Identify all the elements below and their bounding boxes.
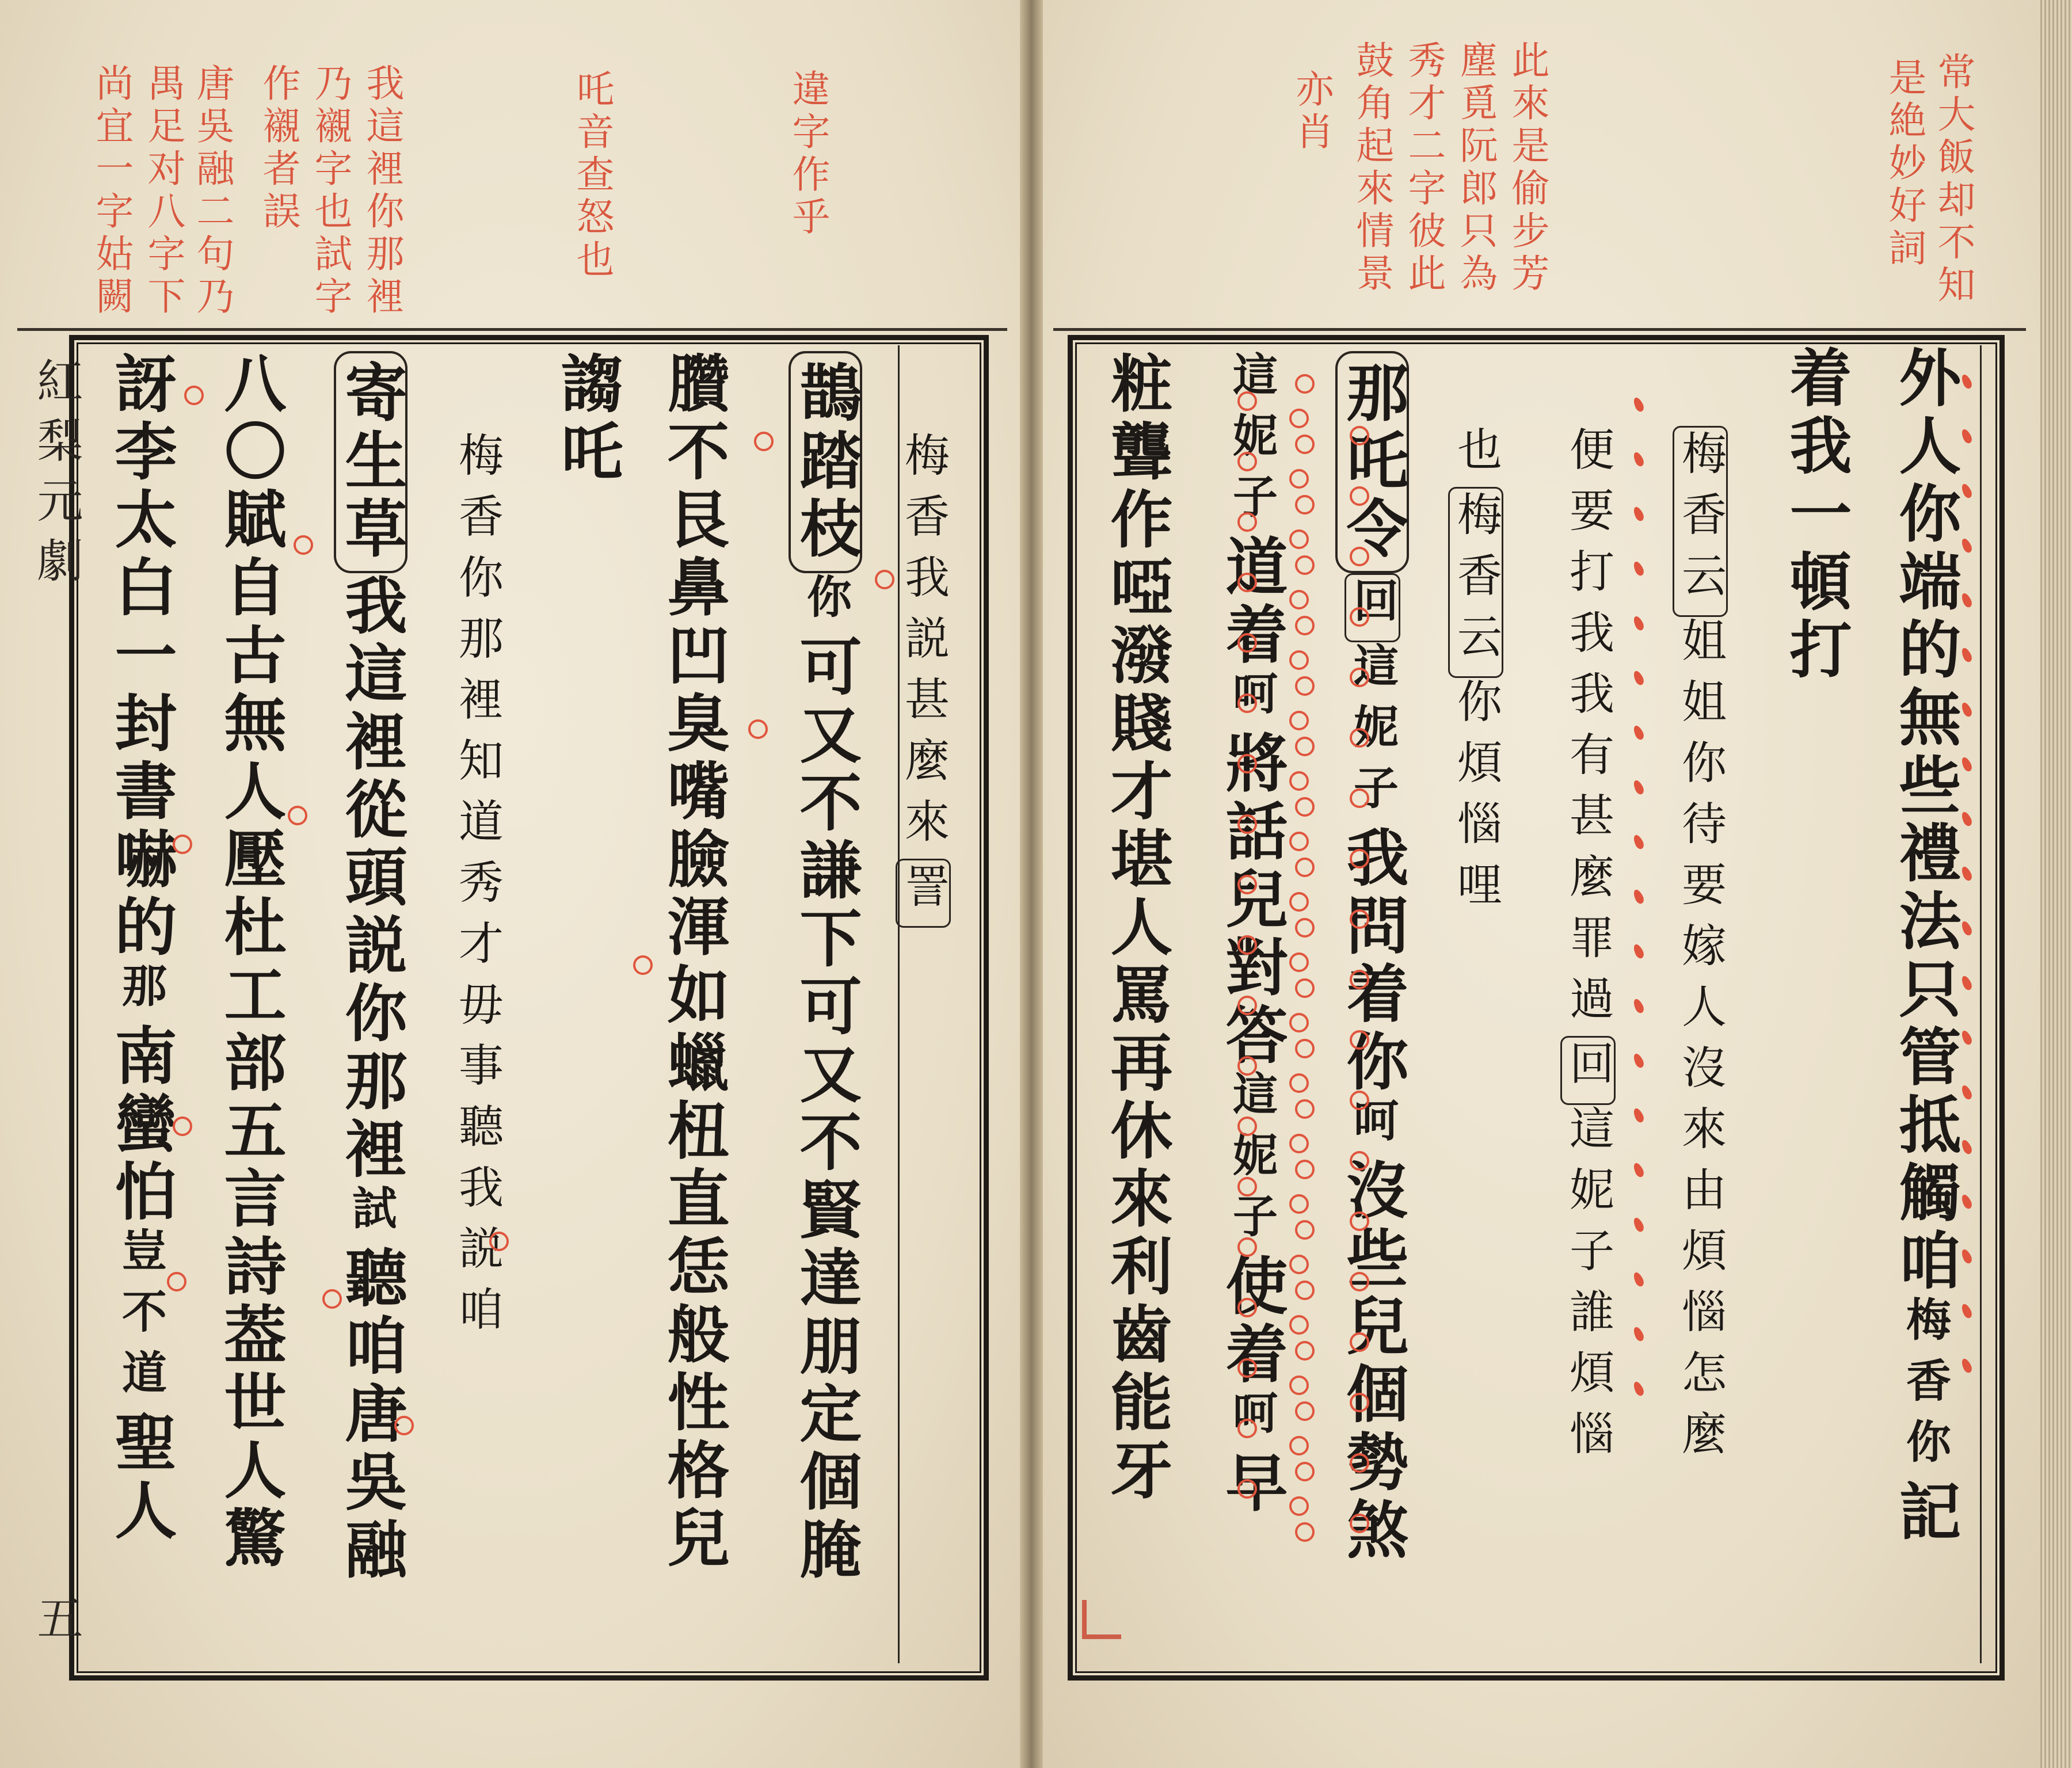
red-circle-mark <box>1237 1237 1257 1257</box>
red-circle-mark <box>1237 512 1257 532</box>
red-circle-mark <box>1295 1522 1315 1542</box>
red-circle-mark <box>633 955 653 975</box>
text-column: 訝李太白一封書嚇的那南蠻怕豈不道聖人 <box>104 351 177 1546</box>
red-circle-mark <box>1350 1514 1369 1533</box>
headnote: 尚宜一字姑闕 <box>89 63 134 319</box>
speaker-tag: 回 <box>1344 573 1400 642</box>
red-circle-mark <box>288 806 307 825</box>
red-circle-mark <box>1350 1030 1369 1050</box>
headnote: 鼓角起來情景 <box>1350 40 1394 296</box>
red-circle-mark <box>1237 1056 1257 1076</box>
headnote: 禺足对八字下 <box>141 63 185 319</box>
red-circle-mark <box>184 386 204 405</box>
red-circle-mark <box>1237 452 1257 471</box>
red-circle-mark <box>1237 391 1257 411</box>
red-circle-mark <box>173 1117 192 1136</box>
red-circle-mark <box>1350 1332 1369 1352</box>
headnote: 塵覓阮郎只為 <box>1453 40 1498 296</box>
red-circle-mark <box>748 719 768 739</box>
headnote: 乃襯字也試字 <box>308 63 352 319</box>
tune-label: 鵲踏枝 <box>789 351 862 573</box>
red-circle-mark <box>1295 676 1315 696</box>
text-column: 粧聾作啞潑賤才堪人罵再休來利齒能牙 <box>1100 351 1172 1506</box>
red-circle-mark <box>1295 797 1315 817</box>
red-circle-mark <box>1237 1117 1257 1136</box>
text-column: 着我一頓打 <box>1779 345 1852 685</box>
text-column: 外人你端的無些禮法只管抵觸咱梅香你記 <box>1888 345 1961 1547</box>
right-top-line <box>1053 328 2026 331</box>
red-circle-mark <box>294 535 313 555</box>
red-circle-mark <box>1237 996 1257 1015</box>
red-circle-mark <box>1289 1255 1309 1274</box>
red-circle-mark <box>1350 970 1369 989</box>
headnote: 違字作乎 <box>786 69 830 239</box>
red-circle-mark <box>1295 435 1315 454</box>
red-circle-mark <box>1237 1358 1257 1378</box>
red-circle-mark <box>1295 1220 1315 1240</box>
red-circle-mark <box>1350 1453 1369 1473</box>
red-circle-mark <box>1289 832 1309 851</box>
margin-title: 紅梨元劇 <box>29 357 83 596</box>
red-circle-mark <box>1295 978 1315 998</box>
red-circle-mark <box>1289 952 1309 972</box>
red-circle-mark <box>1295 918 1315 938</box>
red-circle-mark <box>1295 1401 1315 1421</box>
red-circle-mark <box>1350 486 1369 506</box>
text-column: 梅香云姐姐你待要嫁人沒來由煩惱怎麼 <box>1678 426 1723 1471</box>
red-circle-mark <box>1289 1194 1309 1214</box>
text-column: 寄生草我這裡從頭説你那裡試聽咱唐吳融 <box>334 351 407 1585</box>
red-circle-mark <box>394 1416 414 1435</box>
headnote: 是絶妙好詞 <box>1882 58 1926 270</box>
red-circle-mark <box>1289 409 1309 428</box>
red-circle-mark <box>754 432 774 451</box>
red-circle-mark <box>1237 573 1257 592</box>
red-circle-mark <box>1289 711 1309 730</box>
speaker-tag: 梅香云 <box>1448 487 1503 678</box>
red-circle-mark <box>1289 1496 1309 1516</box>
red-circle-mark <box>1295 1462 1315 1481</box>
red-circle-mark <box>1295 737 1315 756</box>
red-circle-mark <box>1295 495 1315 515</box>
text-column: 也梅香云你煩惱哩 <box>1453 426 1498 922</box>
headnote: 亦肖 <box>1289 69 1334 154</box>
red-circle-mark <box>1350 788 1369 808</box>
headnote: 唐吳融二句乃 <box>190 63 234 319</box>
red-circle-mark <box>1289 1013 1309 1032</box>
red-circle-mark <box>1295 1099 1315 1119</box>
text-column: 梅香我説甚麼來詈 <box>901 432 946 928</box>
red-circle-mark <box>1350 668 1369 687</box>
text-column: 梅香你那裡知道秀才毋事聽我説咱 <box>451 432 503 1347</box>
left-top-line <box>17 328 1007 331</box>
headnote: 常大飯却不知 <box>1931 52 1975 307</box>
red-circle-mark <box>875 570 894 589</box>
page-fore-edge <box>2040 0 2072 1768</box>
folio-number: 五 <box>29 1594 83 1654</box>
headnote: 此來是偷步芳 <box>1505 40 1549 296</box>
red-circle-mark <box>1237 694 1257 713</box>
headnote: 秀才二字彼此 <box>1401 40 1446 296</box>
red-circle-mark <box>1237 875 1257 894</box>
red-circle-mark <box>1350 1211 1369 1231</box>
speaker-tag: 詈 <box>896 859 951 928</box>
text-column: 那吒令回這妮子我問着你呵沒些兒個勢煞 <box>1335 351 1409 1565</box>
red-circle-mark <box>1289 771 1309 791</box>
tune-label: 那吒令 <box>1335 351 1409 573</box>
red-circle-mark <box>1295 858 1315 877</box>
text-column: 鵲踏枝你可又不謙下可又不賢達朋定個腌 <box>789 351 862 1585</box>
red-circle-mark <box>1237 1479 1257 1499</box>
red-circle-mark <box>1289 590 1309 609</box>
red-circle-mark <box>1289 650 1309 670</box>
red-circle-mark <box>1350 426 1369 445</box>
red-circle-mark <box>1295 374 1315 394</box>
book-gutter <box>1020 0 1043 1768</box>
red-circle-mark <box>1237 1419 1257 1438</box>
red-seal-mark <box>1082 1600 1121 1639</box>
red-circle-mark <box>1289 1436 1309 1455</box>
red-circle-mark <box>1289 1315 1309 1335</box>
red-circle-mark <box>1289 1134 1309 1153</box>
red-circle-mark <box>1350 547 1369 566</box>
red-circle-mark <box>1295 1160 1315 1179</box>
red-circle-mark <box>1350 1272 1369 1291</box>
text-column: 八〇賦自古無人壓杜工部五言詩葢世人驚 <box>214 351 286 1573</box>
text-column: 臢不艮鼻凹臭嘴臉渾如蠟杻直恁般性格兒 <box>657 351 729 1573</box>
red-circle-mark <box>1295 1281 1315 1300</box>
red-circle-mark <box>1350 728 1369 748</box>
speaker-tag: 回 <box>1560 1036 1616 1105</box>
red-circle-mark <box>1237 1177 1257 1197</box>
headnote: 吒音查怒也 <box>570 69 614 282</box>
text-column: 便要打我我有甚麼罪過回這妮子誰煩惱 <box>1566 426 1610 1471</box>
red-circle-mark <box>1237 633 1257 653</box>
red-circle-mark <box>1350 909 1369 929</box>
headnote: 我這裡你那裡 <box>360 63 404 319</box>
red-circle-mark <box>1237 1298 1257 1317</box>
red-circle-mark <box>489 1232 509 1251</box>
red-circle-mark <box>1237 754 1257 774</box>
red-circle-mark <box>1289 1073 1309 1093</box>
red-circle-mark <box>1295 555 1315 575</box>
red-circle-mark <box>1295 616 1315 635</box>
red-circle-mark <box>173 835 192 854</box>
red-circle-mark <box>1289 892 1309 912</box>
speaker-tag: 梅香云 <box>1673 426 1728 617</box>
red-circle-mark <box>1237 935 1257 955</box>
red-circle-mark <box>1350 1091 1369 1110</box>
red-circle-mark <box>1350 607 1369 627</box>
right-text-frame <box>1068 335 2005 1681</box>
red-circle-mark <box>1295 1039 1315 1058</box>
red-circle-mark <box>1289 529 1309 549</box>
tune-label: 寄生草 <box>334 351 407 573</box>
right-column-rule <box>1980 345 1982 1663</box>
red-circle-mark <box>1237 814 1257 834</box>
red-circle-mark <box>1289 469 1309 489</box>
red-circle-mark <box>1350 849 1369 868</box>
text-column: 謅吒 <box>550 351 623 487</box>
red-circle-mark <box>1350 1393 1369 1412</box>
headnote: 作襯者誤 <box>256 63 300 234</box>
red-circle-mark <box>1350 1151 1369 1171</box>
red-circle-mark <box>167 1272 186 1291</box>
text-column: 這妮子道着呵將話兒對答這妮子使着呵早 <box>1215 351 1288 1518</box>
red-circle-mark <box>1295 1341 1315 1361</box>
red-circle-mark <box>1289 1375 1309 1395</box>
red-circle-mark <box>322 1289 342 1309</box>
